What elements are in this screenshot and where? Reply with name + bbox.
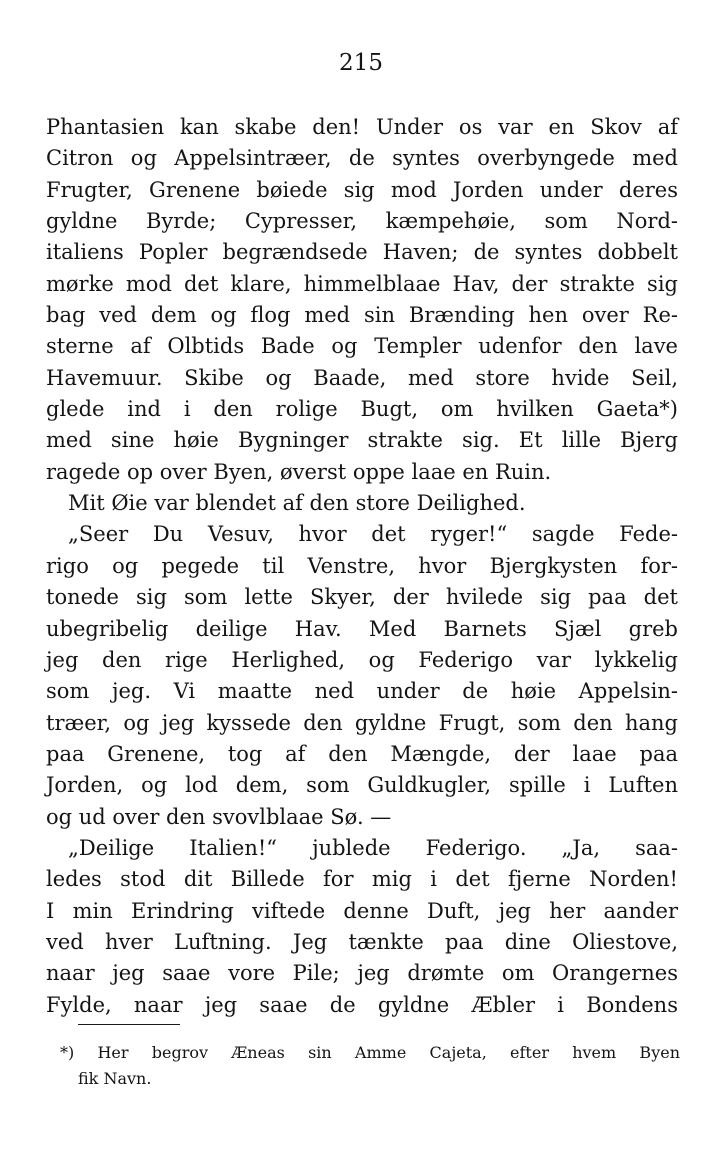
text-line: rigo og pegede til Venstre, hvor Bjergkysten for- xyxy=(46,553,678,578)
footnote-line: *) Her begrov Æneas sin Amme Cajeta, efter hvem Byen xyxy=(60,1043,680,1062)
text-line: Frugter, Grenene bøiede sig mod Jorden under deres xyxy=(46,177,678,202)
text-line: træer, og jeg kyssede den gyldne Frugt, som den hang xyxy=(46,710,678,735)
text-line: jeg den rige Herlighed, og Federigo var lykkelig xyxy=(46,647,678,672)
text-line: Jorden, og lod dem, som Guldkugler, spille i Luften xyxy=(46,773,678,798)
text-line: ubegribelig deilige Hav. Med Barnets Sjæl greb xyxy=(46,616,678,641)
text-line: Phantasien kan skabe den! Under os var en Skov af xyxy=(46,115,678,139)
text-line: sterne af Olbtids Bade og Templer udenfor den lave xyxy=(46,334,678,359)
text-line: Citron og Appelsintræer, de syntes overbyngede med xyxy=(46,146,678,171)
text-line: „Seer Du Vesuv, hvor det ryger!“ sagde Fede- xyxy=(68,522,678,547)
text-line: glede ind i den rolige Bugt, om hvilken Gaeta*) xyxy=(46,397,678,422)
text-line: med sine høie Bygninger strakte sig. Et lille Bjerg xyxy=(46,428,678,453)
text-line: „Deilige Italien!“ jublede Federigo. „Ja, saa- xyxy=(68,835,678,860)
text-line: gyldne Byrde; Cypresser, kæmpehøie, som Nord- xyxy=(46,209,678,234)
footnote-line: fik Navn. xyxy=(78,1069,152,1088)
page-number: 215 xyxy=(339,50,383,76)
footnote xyxy=(60,1040,680,1092)
text-line: ledes stod dit Billede for mig i det fjerne Norden! xyxy=(46,867,678,892)
text-line: tonede sig som lette Skyer, der hvilede sig paa det xyxy=(46,585,678,610)
footnote-divider xyxy=(78,1024,180,1025)
text-line: italiens Popler begrændsede Haven; de syntes dobbelt xyxy=(46,240,678,265)
text-line: naar jeg saae vore Pile; jeg drømte om Orangernes xyxy=(46,961,678,986)
text-line: ved hver Luftning. Jeg tænkte paa dine Oliestove, xyxy=(46,929,678,954)
text-line: bag ved dem og flog med sin Brænding hen over Re- xyxy=(46,303,678,328)
text-line: ragede op over Byen, øverst oppe laae en Ruin. xyxy=(46,459,552,484)
text-line: og ud over den svovlblaae Sø. — xyxy=(46,804,392,829)
text-line: mørke mod det klare, himmelblaae Hav, der strakte sig xyxy=(46,271,678,296)
text-line: I min Erindring viftede denne Duft, jeg her aander xyxy=(46,898,678,923)
text-line: Havemuur. Skibe og Baade, med store hvide Seil, xyxy=(46,365,678,390)
text-line: paa Grenene, tog af den Mængde, der laae paa xyxy=(46,741,678,766)
text-line: Mit Øie var blendet af den store Deilighed. xyxy=(68,491,526,516)
text-line: Fylde, naar jeg saae de gyldne Æbler i Bondens xyxy=(46,992,678,1017)
body-text xyxy=(46,112,678,1021)
text-line: som jeg. Vi maatte ned under de høie Appelsin- xyxy=(46,679,678,704)
